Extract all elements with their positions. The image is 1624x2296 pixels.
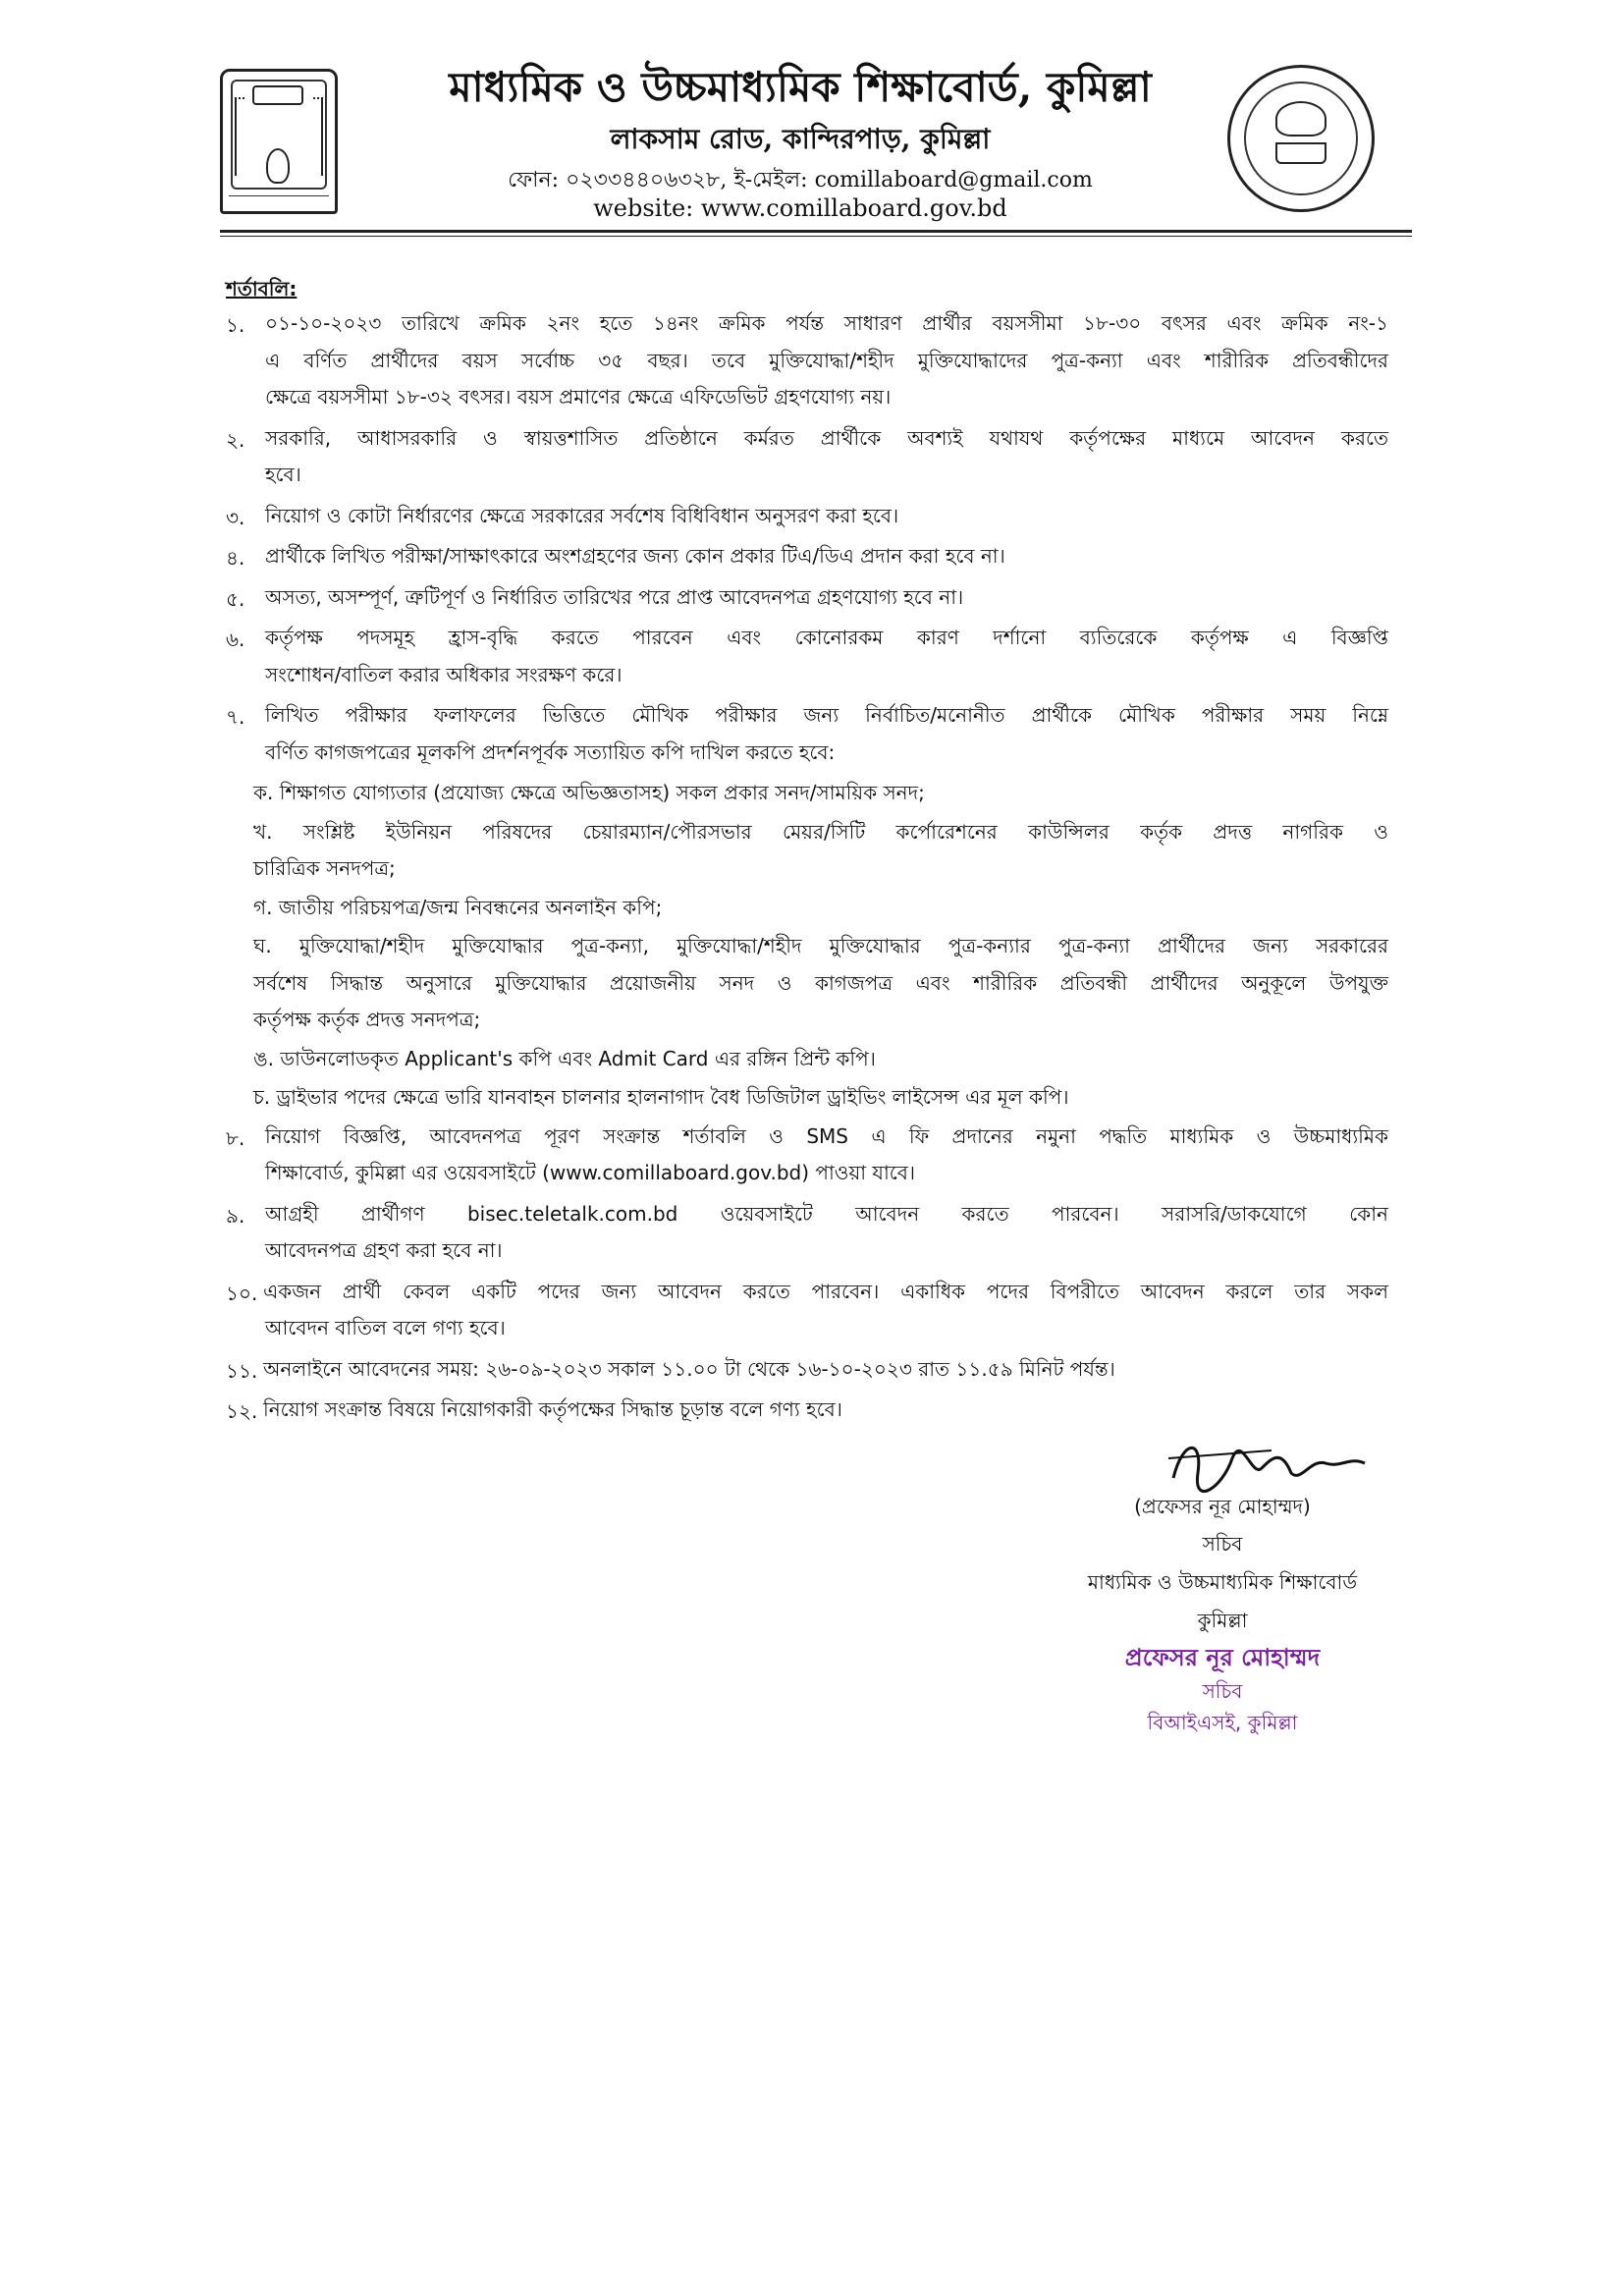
signatory-office: মাধ্যমিক ও উচ্চমাধ্যমিক শিক্ষাবোর্ড <box>1087 1570 1358 1594</box>
sub-condition-line: খ. সংশ্লিষ্ট ইউনিয়ন পরিষদের চেয়ারম্যান/পৌরসভার মেয়র/সিটি কর্পোরেশনের কাউন্সিলর কর্তৃক প্রদত্ত নাগরিক ও <box>253 819 1388 844</box>
condition-number: ৪. <box>226 546 245 570</box>
condition-line: একজন প্রার্থী কেবল একটি পদের জন্য আবেদন করতে পারবেন। একাধিক পদের বিপরীতে আবেদন করলে তার সকল <box>263 1279 1388 1303</box>
condition-line: কর্তৃপক্ষ পদসমূহ হ্রাস-বৃদ্ধি করতে পারবেন এবং কোনোরকম কারণ দর্শানো ব্যতিরেকে কর্তৃপক্ষ এ বিজ্ঞপ্তি <box>265 626 1388 649</box>
condition-line: অসত্য, অসম্পূর্ণ, ত্রুটিপূর্ণ ও নির্ধারিত তারিখের পরে প্রাপ্ত আবেদনপত্র গ্রহণযোগ্য হবে না। <box>265 584 964 609</box>
condition-line: নিয়োগ বিজ্ঞপ্তি, আবেদনপত্র পূরণ সংক্রান্ত শর্তাবলি ও SMS এ ফি প্রদানের নমুনা পদ্ধতি মাধ্যমিক ও উচ্চমাধ্যমিক <box>265 1123 1388 1148</box>
condition-line: সরকারি, আধাসরকারি ও স্বায়ত্তশাসিত প্রতিষ্ঠানে কর্মরত প্রার্থীকে অবশ্যই যথাযথ কর্তৃপক্ষের মাধ্যমে আবেদন করতে <box>265 425 1388 450</box>
condition-line: নিয়োগ সংক্রান্ত বিষয়ে নিয়োগকারী কর্তৃপক্ষের সিদ্ধান্ত চূড়ান্ত বলে গণ্য হবে। <box>263 1397 842 1421</box>
board-contact: ফোন: ০২৩৩৪৪০৬৩২৮, ই-মেইল: comillaboard@gmail.com <box>508 168 1093 192</box>
condition-line: বর্ণিত কাগজপত্রের মূলকপি প্রদর্শনপূর্বক সত্যায়িত কপি দাখিল করতে হবে: <box>265 739 836 764</box>
board-emblem-left <box>220 69 338 214</box>
condition-line: লিখিত পরীক্ষার ফলাফলের ভিত্তিতে মৌখিক পরীক্ষার জন্য নির্বাচিত/মনোনীত প্রার্থীকে মৌখিক পরীক্ষার সময় নিম্নে <box>265 703 1388 727</box>
commemorative-emblem-right <box>1227 65 1375 212</box>
handwritten-signature <box>1154 1429 1380 1498</box>
conditions-heading: শর্তাবলি: <box>226 277 298 301</box>
condition-number: ৭. <box>226 705 245 729</box>
board-title: মাধ্যমিক ও উচ্চমাধ্যমিক শিক্ষাবোর্ড, কুমিল্লা <box>449 63 1152 111</box>
condition-line: এ বর্ণিত প্রার্থীদের বয়স সর্বোচ্চ ৩৫ বছর। তবে মুক্তিযোদ্ধা/শহীদ মুক্তিযোদ্ধাদের পুত্র-কন্যা এবং শারীরিক প্রতিবন্ধীদের <box>265 348 1388 372</box>
condition-line: প্রার্থীকে লিখিত পরীক্ষা/সাক্ষাৎকারে অংশগ্রহণের জন্য কোন প্রকার টিএ/ডিএ প্রদান করা হবে না। <box>265 544 1005 568</box>
signatory-city: কুমিল্লা <box>1197 1609 1248 1632</box>
condition-line: আগ্রহী প্রার্থীগণ bisec.teletalk.com.bd ওয়েবসাইটে আবেদন করতে পারবেন। সরাসরি/ডাকযোগে কোন <box>265 1201 1388 1226</box>
condition-number: ৩. <box>226 505 245 529</box>
condition-number: ২. <box>226 427 245 452</box>
sub-condition-line: ক. শিক্ষাগত যোগ্যতার (প্রযোজ্য ক্ষেত্রে অভিজ্ঞতাসহ) সকল প্রকার সনদ/সাময়িক সনদ; <box>253 781 925 804</box>
condition-number: ৫. <box>226 586 245 611</box>
condition-line: আবেদন বাতিল বলে গণ্য হবে। <box>265 1316 506 1339</box>
sub-condition-line: কর্তৃপক্ষ কর্তৃক প্রদত্ত সনদপত্র; <box>253 1008 481 1031</box>
condition-number: ৯. <box>226 1203 245 1228</box>
condition-number: ১২. <box>226 1399 258 1423</box>
condition-line: অনলাইনে আবেদনের সময়: ২৬-০৯-২০২৩ সকাল ১১.০০ টা থেকে ১৬-১০-২০২৩ রাত ১১.৫৯ মিনিট পর্যন্ত। <box>263 1356 1115 1381</box>
sub-condition-line: ঘ. মুক্তিযোদ্ধা/শহীদ মুক্তিযোদ্ধার পুত্র-কন্যা, মুক্তিযোদ্ধা/শহীদ মুক্তিযোদ্ধার পুত্র-কন্যার পুত্র-কন্যা প্রার্থীদের জন্য সরকারের <box>253 934 1388 957</box>
condition-number: ১. <box>226 313 245 337</box>
condition-number: ৮. <box>226 1125 245 1150</box>
sub-condition-line: ঙ. ডাউনলোডকৃত Applicant's কপি এবং Admit Card এর রঙ্গিন প্রিন্ট কপি। <box>253 1046 876 1070</box>
sub-condition-line: চ. ড্রাইভার পদের ক্ষেত্রে ভারি যানবাহন চালনার হালনাগাদ বৈধ ডিজিটাল ড্রাইভিং লাইসেন্স এর মূল কপি। <box>253 1085 1069 1109</box>
board-website: website: www.comillaboard.gov.bd <box>593 194 1007 222</box>
condition-line: ক্ষেত্রে বয়সসীমা ১৮-৩২ বৎসর। বয়স প্রমাণের ক্ষেত্রে এফিডেভিট গ্রহণযোগ্য নয়। <box>265 385 892 409</box>
condition-line: শিক্ষাবোর্ড, কুমিল্লা এর ওয়েবসাইটে (www.comillaboard.gov.bd) পাওয়া যাবে। <box>265 1161 916 1184</box>
condition-number: ১০. <box>226 1281 258 1305</box>
condition-number: ১১. <box>226 1358 258 1383</box>
sub-condition-line: সর্বশেষ সিদ্ধান্ত অনুসারে মুক্তিযোদ্ধার প্রয়োজনীয় সনদ ও কাগজপত্র এবং শারীরিক প্রতিবন্ধী প্রার্থীদের অনুকূলে উপযুক্ত <box>253 970 1388 995</box>
condition-line: নিয়োগ ও কোটা নির্ধারণের ক্ষেত্রে সরকারের সর্বশেষ বিধিবিধান অনুসরণ করা হবে। <box>265 503 899 527</box>
sub-condition-line: গ. জাতীয় পরিচয়পত্র/জন্ম নিবন্ধনের অনলাইন কপি; <box>253 895 663 919</box>
board-address: লাকসাম রোড, কান্দিরপাড়, কুমিল্লা <box>610 123 991 155</box>
stamp-office: বিআইএসই, কুমিল্লা <box>1147 1711 1298 1734</box>
signatory-designation: সচিব <box>1202 1532 1243 1556</box>
signatory-name: (প্রফেসর নূর মোহাম্মদ) <box>1134 1495 1311 1518</box>
condition-line: সংশোধন/বাতিল করার অধিকার সংরক্ষণ করে। <box>265 662 623 686</box>
stamp-designation: সচিব <box>1202 1679 1243 1703</box>
header-divider <box>220 230 1412 233</box>
condition-line: ০১-১০-২০২৩ তারিখে ক্রমিক ২নং হতে ১৪নং ক্রমিক পর্যন্ত সাধারণ প্রার্থীর বয়সসীমা ১৮-৩০ বৎসর এবং ক্রমিক নং-১ <box>265 311 1388 335</box>
condition-line: আবেদনপত্র গ্রহণ করা হবে না। <box>265 1238 503 1262</box>
condition-line: হবে। <box>265 463 301 486</box>
header-divider-thin <box>220 236 1412 237</box>
condition-number: ৬. <box>226 628 245 651</box>
stamp-name: প্রফেসর নূর মোহাম্মদ <box>1124 1644 1321 1671</box>
sub-condition-line: চারিত্রিক সনদপত্র; <box>253 856 396 880</box>
